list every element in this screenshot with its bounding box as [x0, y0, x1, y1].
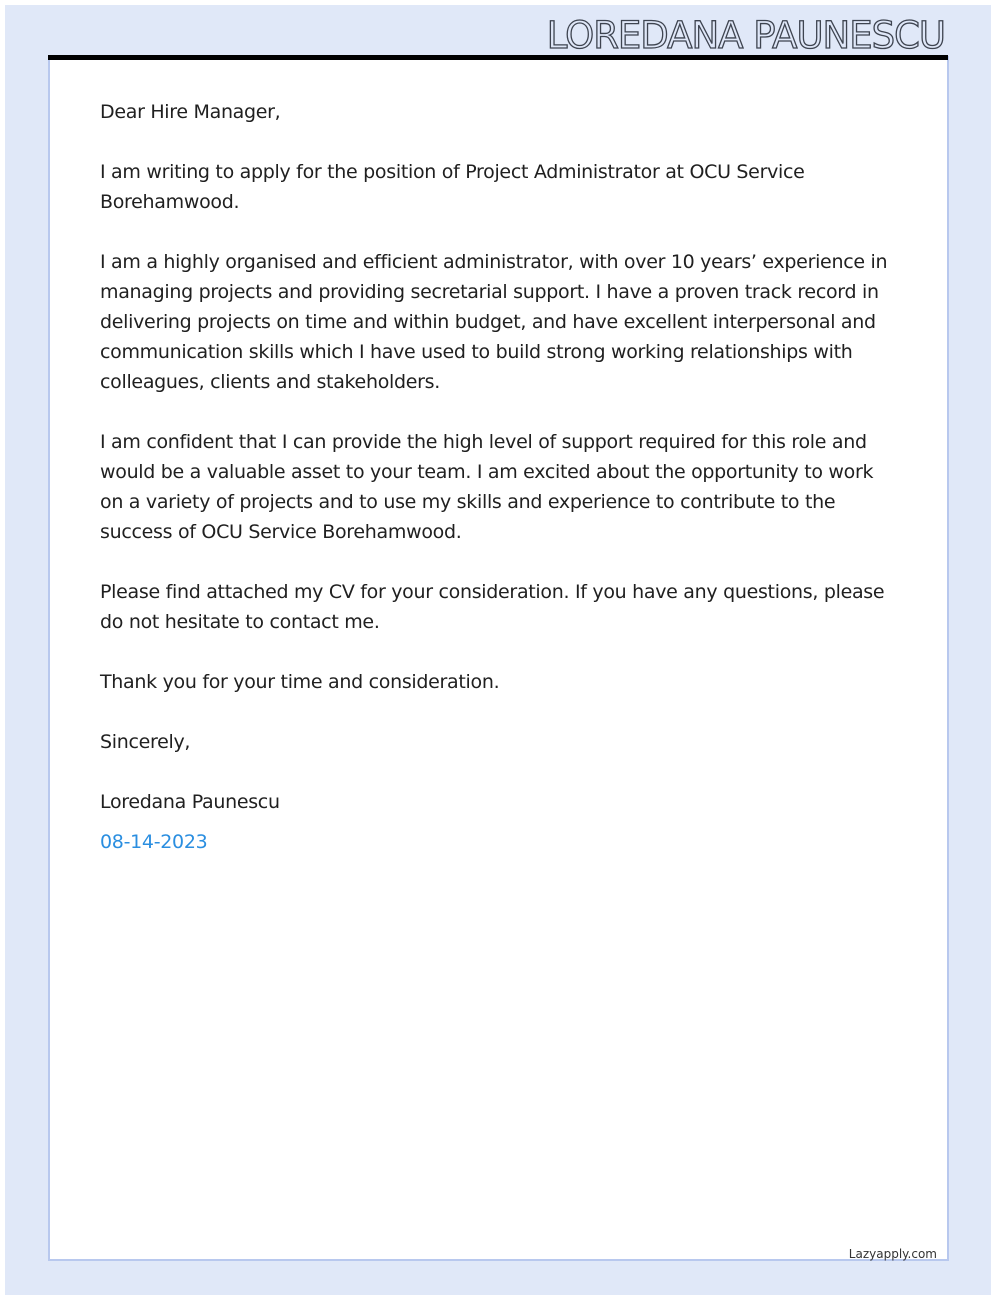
paragraph-experience: I am a highly organised and efficient administrator, with over 10 years’ experience in managing projects and providing secretarial support. I have a proven track record in delivering projects on time and within budget, and have excellent interpersonal and communication skills which I have used to build strong working relationships with colleagues, clients and stakeholders.	[100, 251, 888, 393]
signature-name: Loredana Paunescu	[100, 791, 280, 813]
greeting: Dear Hire Manager,	[100, 101, 281, 123]
paragraph-intro: I am writing to apply for the position of Project Administrator at OCU Service Borehamwood.	[100, 161, 805, 213]
letter-date: 08-14-2023	[100, 831, 208, 853]
closing: Sincerely,	[100, 731, 191, 753]
header-name: LOREDANA PAUNESCU	[546, 14, 945, 57]
paragraph-thanks: Thank you for your time and consideration.	[100, 671, 500, 693]
paragraph-confidence: I am confident that I can provide the high level of support required for this role and would be a valuable asset to your team. I am excited about the opportunity to work on a variety of projects and to use my skills and experience to contribute to the success of OCU Service Borehamwood.	[100, 431, 874, 543]
letter-body	[100, 97, 900, 857]
paragraph-attachment: Please find attached my CV for your consideration. If you have any questions, please do not hesitate to contact me.	[100, 581, 885, 633]
footer-brand: Lazyapply.com	[848, 1247, 937, 1261]
